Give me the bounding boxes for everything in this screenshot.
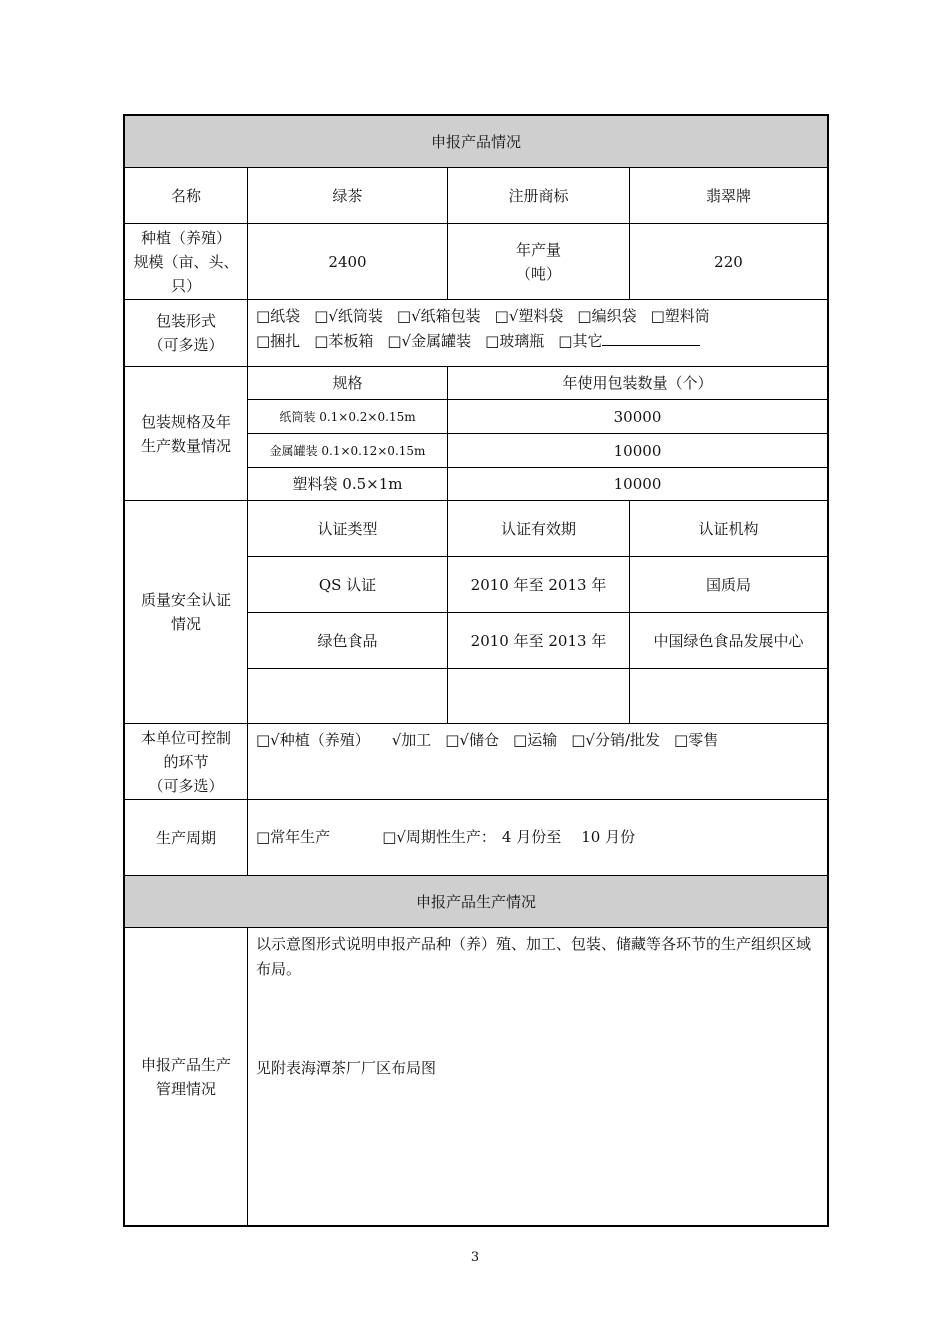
cert-period-cell[interactable] xyxy=(447,668,630,724)
cycle-options xyxy=(247,799,828,876)
cycle-from: 4 月份至 xyxy=(501,828,562,846)
output-label xyxy=(447,223,630,300)
cycle-to: 10 月份 xyxy=(581,828,636,846)
cert-period-cell: 2010 年至 2013 年 xyxy=(447,612,630,669)
packaging-option[interactable]: □√纸箱包装 xyxy=(396,307,481,325)
trademark-value: 翡翠牌 xyxy=(629,167,828,224)
cert-type-cell: 绿色食品 xyxy=(247,612,448,669)
spec-label-line: 包装规格及年 xyxy=(140,412,231,431)
cert-type-cell: QS 认证 xyxy=(247,556,448,613)
scale-label-line: 种植（养殖） xyxy=(140,228,231,247)
cert-header-agency: 认证机构 xyxy=(629,500,828,557)
packaging-label-line: 包装形式 xyxy=(155,312,216,330)
packaging-option[interactable]: □编织袋 xyxy=(577,307,637,325)
scale-label-line: 只） xyxy=(170,276,201,295)
cycle-option-year-round[interactable]: □常年生产 xyxy=(256,828,331,846)
control-label-line: 本单位可控制 xyxy=(140,728,231,747)
page-number: 3 xyxy=(470,1250,480,1265)
trademark-label: 注册商标 xyxy=(447,167,630,224)
cert-label xyxy=(124,500,248,724)
application-form-table xyxy=(123,114,829,1227)
cert-label-line: 情况 xyxy=(170,615,201,633)
scale-label-line: 规模（亩、头、 xyxy=(133,252,239,271)
qty-header: 年使用包装数量（个） xyxy=(447,366,828,400)
section-title-production: 申报产品生产情况 xyxy=(124,875,828,928)
cert-type-cell[interactable] xyxy=(247,668,448,724)
name-value: 绿茶 xyxy=(247,167,448,224)
control-option[interactable]: □运输 xyxy=(513,731,558,749)
cert-label-line: 质量安全认证 xyxy=(140,591,231,609)
packaging-option[interactable]: □玻璃瓶 xyxy=(485,332,545,350)
control-option[interactable]: √加工 xyxy=(391,731,432,749)
packaging-option-other[interactable]: □其它 xyxy=(558,332,603,350)
output-label-line: （吨） xyxy=(515,264,561,283)
control-option[interactable]: □√分销/批发 xyxy=(571,731,661,749)
cert-agency-cell: 国质局 xyxy=(629,556,828,613)
qty-cell: 30000 xyxy=(447,399,828,434)
spec-cell: 金属罐装 0.1×0.12×0.15m xyxy=(247,433,448,468)
cycle-label: 生产周期 xyxy=(124,799,248,876)
packaging-option[interactable]: □纸袋 xyxy=(256,307,301,325)
name-label: 名称 xyxy=(124,167,248,224)
control-option[interactable]: □√种植（养殖） xyxy=(256,731,370,749)
mgmt-note: 见附表海潭茶厂厂区布局图 xyxy=(256,1059,437,1077)
control-label xyxy=(124,723,248,800)
spec-label-line: 生产数量情况 xyxy=(140,436,231,455)
other-blank-line[interactable] xyxy=(602,331,700,346)
output-value: 220 xyxy=(629,223,828,300)
spec-label xyxy=(124,366,248,501)
mgmt-instruction: 以示意图形式说明申报产品种（养）殖、加工、包装、储藏等各环节的生产组织区域布局。 xyxy=(256,935,812,978)
output-label-line: 年产量 xyxy=(515,240,561,259)
control-options xyxy=(247,723,828,800)
cert-header-type: 认证类型 xyxy=(247,500,448,557)
cycle-option-periodic[interactable]: □√周期性生产： xyxy=(382,828,496,846)
cert-agency-cell[interactable] xyxy=(629,668,828,724)
packaging-label-line: （可多选） xyxy=(148,336,224,354)
packaging-label xyxy=(124,299,248,367)
section-title-product: 申报产品情况 xyxy=(124,115,828,168)
scale-value: 2400 xyxy=(247,223,448,300)
packaging-option[interactable]: □塑料筒 xyxy=(650,307,710,325)
packaging-option[interactable]: □捆扎 xyxy=(256,332,301,350)
control-option[interactable]: □零售 xyxy=(674,731,719,749)
packaging-option[interactable]: □√金属罐装 xyxy=(387,332,472,350)
mgmt-label xyxy=(124,927,248,1226)
spec-cell: 塑料袋 0.5×1m xyxy=(247,467,448,501)
packaging-option[interactable]: □苯板箱 xyxy=(314,332,374,350)
spec-header: 规格 xyxy=(247,366,448,400)
qty-cell: 10000 xyxy=(447,467,828,501)
control-label-line: 的环节 xyxy=(163,752,209,771)
scale-label xyxy=(124,223,248,300)
mgmt-label-line: 管理情况 xyxy=(155,1079,216,1098)
mgmt-label-line: 申报产品生产 xyxy=(140,1055,231,1074)
qty-cell: 10000 xyxy=(447,433,828,468)
control-option[interactable]: □√储仓 xyxy=(445,731,500,749)
mgmt-content[interactable] xyxy=(247,927,828,1226)
control-label-line: （可多选） xyxy=(148,776,224,795)
cert-header-period: 认证有效期 xyxy=(447,500,630,557)
packaging-options xyxy=(247,299,828,367)
cert-agency-cell: 中国绿色食品发展中心 xyxy=(629,612,828,669)
cert-period-cell: 2010 年至 2013 年 xyxy=(447,556,630,613)
packaging-option[interactable]: □√纸筒装 xyxy=(314,307,383,325)
spec-cell: 纸筒装 0.1×0.2×0.15m xyxy=(247,399,448,434)
packaging-option[interactable]: □√塑料袋 xyxy=(494,307,564,325)
